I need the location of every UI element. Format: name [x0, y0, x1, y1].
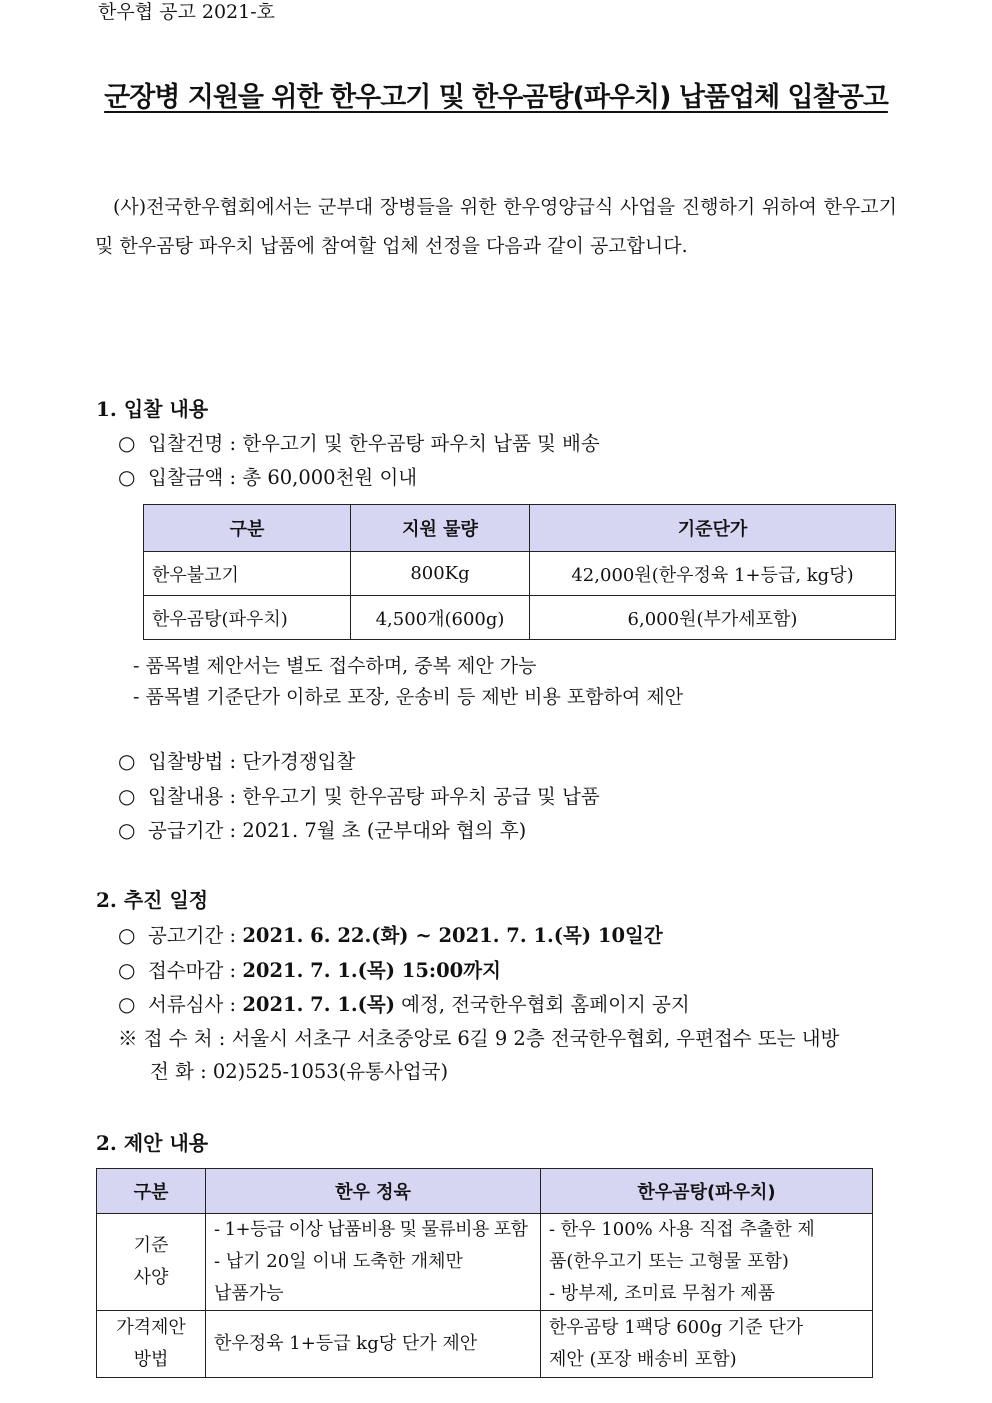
table-cell: 한우불고기 — [144, 552, 351, 596]
section2-heading: 2. 추진 일정 — [96, 888, 209, 912]
proposal-table — [96, 1168, 873, 1378]
document-title-text: 군장병 지원을 위한 한우고기 및 한우곰탕(파우치) 납품업체 입찰공고 — [104, 82, 888, 113]
table-cell: 800Kg — [351, 552, 530, 596]
table-cell: - 1+등급 이상 납품비용 및 물류비용 포함 - 납기 20일 이내 도축한 개체만 납품가능 — [206, 1214, 541, 1311]
table-row — [97, 1311, 873, 1378]
section3-heading: 2. 제안 내용 — [96, 1131, 209, 1155]
table-cell: - 한우 100% 사용 직접 추출한 제 품(한우고기 또는 고형물 포함) - 방부제, 조미료 무첨가 제품 — [541, 1214, 873, 1311]
document-title — [0, 80, 992, 116]
table-row — [144, 552, 896, 596]
circle-bullet-icon: ○ — [118, 431, 136, 455]
table-header: 구분 — [97, 1169, 206, 1214]
bid-method-item: ○ 입찰방법 : 단가경쟁입찰 — [118, 749, 356, 773]
table-header: 구분 — [144, 505, 351, 552]
bid-items-table — [143, 504, 896, 640]
table-cell: 한우곰탕 1팩당 600g 기준 단가 제안 (포장 배송비 포함) — [541, 1311, 873, 1378]
table-row — [144, 596, 896, 640]
circle-bullet-icon: ○ — [118, 749, 136, 773]
table-cell: 6,000원(부가세포함) — [530, 596, 896, 640]
table-cell: 한우정육 1+등급 kg당 단가 제안 — [206, 1311, 541, 1378]
circle-bullet-icon: ○ — [118, 923, 136, 947]
table-cell: 42,000원(한우정육 1+등급, kg당) — [530, 552, 896, 596]
section1-heading: 1. 입찰 내용 — [96, 397, 209, 421]
circle-bullet-icon: ○ — [118, 784, 136, 808]
table-cell: 한우곰탕(파우치) — [144, 596, 351, 640]
phone-line: 전 화 : 02)525-1053(유통사업국) — [150, 1060, 449, 1083]
table-header: 한우곰탕(파우치) — [541, 1169, 873, 1214]
supply-period-item: ○ 공급기간 : 2021. 7월 초 (군부대와 협의 후) — [118, 818, 527, 842]
table-cell: 가격제안 방법 — [97, 1311, 206, 1378]
table-header: 한우 정육 — [206, 1169, 541, 1214]
circle-bullet-icon: ○ — [118, 818, 136, 842]
bid-name-item: ○ 입찰건명 : 한우고기 및 한우곰탕 파우치 납품 및 배송 — [118, 431, 600, 455]
circle-bullet-icon: ○ — [118, 958, 136, 982]
note-item: - 품목별 기준단가 이하로 포장, 운송비 등 제반 비용 포함하여 제안 — [133, 686, 684, 708]
circle-bullet-icon: ○ — [118, 465, 136, 489]
deadline-item: ○ 접수마감 : 2021. 7. 1.(목) 15:00까지 — [118, 958, 501, 982]
table-header-row — [144, 505, 896, 552]
notice-period-item: ○ 공고기간 : 2021. 6. 22.(화) ~ 2021. 7. 1.(목) 10일간 — [118, 923, 663, 947]
reception-note — [118, 1022, 898, 1088]
bid-content-item: ○ 입찰내용 : 한우고기 및 한우곰탕 파우치 공급 및 납품 — [118, 784, 600, 808]
note-item: - 품목별 제안서는 별도 접수하며, 중복 제안 가능 — [133, 655, 537, 677]
notice-number: 한우협 공고 2021-호 — [98, 1, 275, 23]
table-row — [97, 1214, 873, 1311]
table-cell: 4,500개(600g) — [351, 596, 530, 640]
table-header: 기준단가 — [530, 505, 896, 552]
reception-line: ※ 접 수 처 : 서울시 서초구 서초중앙로 6길 9 2층 전국한우협회, 우편접수 또는 내방 — [118, 1027, 840, 1050]
circle-bullet-icon: ○ — [118, 992, 136, 1016]
bid-amount-item: ○ 입찰금액 : 총 60,000천원 이내 — [118, 465, 418, 489]
table-header: 지원 물량 — [351, 505, 530, 552]
table-cell: 기준 사양 — [97, 1214, 206, 1311]
table-header-row — [97, 1169, 873, 1214]
review-item: ○ 서류심사 : 2021. 7. 1.(목) 예정, 전국한우협회 홈페이지 공지 — [118, 992, 690, 1016]
intro-paragraph: (사)전국한우협회에서는 군부대 장병들을 위한 한우영양급식 사업을 진행하기 위하여 한우고기 및 한우곰탕 파우치 납품에 참여할 업체 선정을 다음과 같이 공고합니다. — [95, 196, 897, 257]
